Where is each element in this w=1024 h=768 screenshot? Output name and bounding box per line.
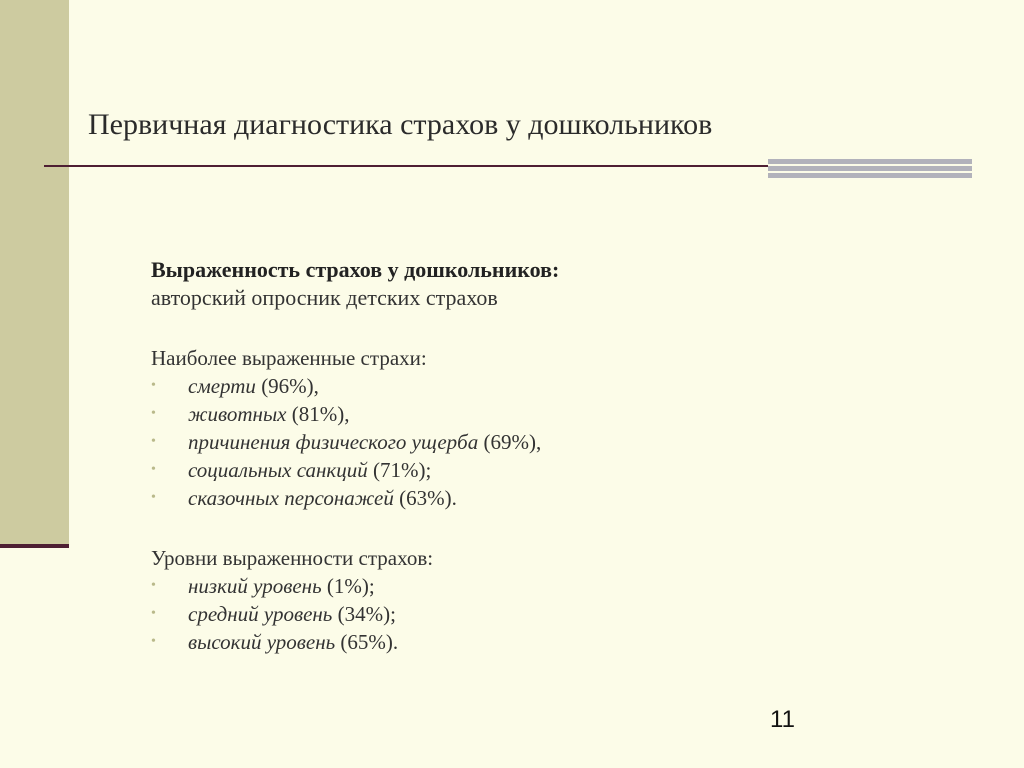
content-subheading: авторский опросник детских страхов — [151, 285, 498, 310]
page-number: 11 — [770, 706, 795, 733]
bullet-icon: • — [151, 490, 156, 505]
fear-term: причинения физического ущерба — [188, 430, 479, 454]
level-term: средний уровень — [188, 602, 333, 626]
list-item — [151, 628, 931, 656]
content-heading: Выраженность страхов у дошкольников: — [151, 257, 560, 282]
fear-term: смерти — [188, 374, 256, 398]
list-item — [151, 428, 931, 456]
bullet-icon: • — [151, 406, 156, 421]
fear-term: социальных санкций — [188, 458, 368, 482]
list-item — [151, 484, 931, 512]
list-item — [151, 372, 931, 400]
bullet-icon: • — [151, 434, 156, 449]
fear-value: (69%), — [478, 430, 542, 454]
slide-title: Первичная диагностика страхов у дошкольников — [88, 108, 713, 141]
slide-content — [151, 256, 931, 656]
title-decorative-bar — [768, 159, 972, 178]
left-accent-rule — [0, 544, 69, 548]
level-value: (1%); — [321, 574, 375, 598]
bullet-icon: • — [151, 378, 156, 393]
fears-label: Наиболее выраженные страхи: — [151, 346, 427, 370]
left-decorative-band — [0, 0, 69, 546]
levels-label: Уровни выраженности страхов: — [151, 546, 434, 570]
list-item — [151, 456, 931, 484]
level-value: (65%). — [335, 630, 399, 654]
fear-value: (81%), — [286, 402, 350, 426]
levels-list — [151, 572, 931, 656]
fear-value: (96%), — [255, 374, 319, 398]
fears-list — [151, 372, 931, 512]
bullet-icon: • — [151, 578, 156, 593]
bullet-icon: • — [151, 462, 156, 477]
level-value: (34%); — [332, 602, 396, 626]
fear-term: сказочных персонажей — [188, 486, 394, 510]
level-term: высокий уровень — [188, 630, 336, 654]
list-item — [151, 572, 931, 600]
list-item — [151, 400, 931, 428]
fear-value: (71%); — [367, 458, 432, 482]
list-item — [151, 600, 931, 628]
bullet-icon: • — [151, 634, 156, 649]
bullet-icon: • — [151, 606, 156, 621]
fear-value: (63%). — [393, 486, 457, 510]
fear-term: животных — [188, 402, 287, 426]
level-term: низкий уровень — [188, 574, 322, 598]
